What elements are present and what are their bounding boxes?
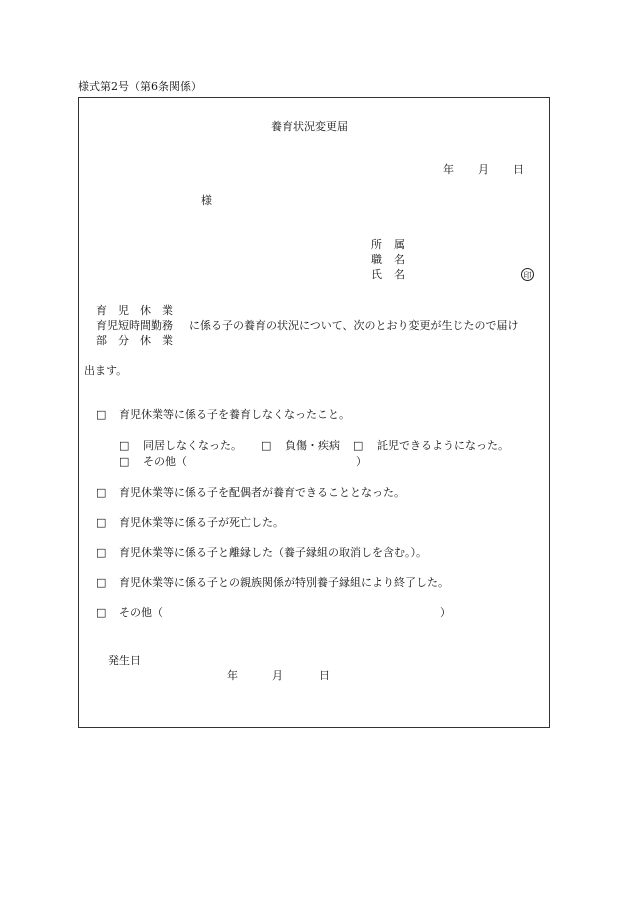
- occurrence-label: 発生日: [108, 654, 141, 667]
- leave-type-childcare: 育 児 休 業: [96, 304, 173, 317]
- checkbox-sub4[interactable]: □: [119, 455, 130, 468]
- sub4-label: その他（: [143, 455, 187, 468]
- opt5-label: 育児休業等に係る子との親族関係が特別養子縁組により終了した。: [119, 576, 449, 589]
- statement-main: に係る子の養育の状況について、次のとおり変更が生じたので届け: [189, 319, 519, 332]
- sub2-label: 負傷・疾病: [285, 439, 340, 452]
- affiliation-label-1: 所: [371, 238, 382, 251]
- sub3-label: 託児できるようになった。: [377, 439, 509, 452]
- opt2-label: 育児休業等に係る子を配偶者が養育できることとなった。: [119, 486, 405, 499]
- checkbox-opt1[interactable]: □: [96, 408, 107, 421]
- checkbox-opt2[interactable]: □: [96, 486, 107, 499]
- checkbox-sub3[interactable]: □: [353, 439, 364, 452]
- checkbox-opt4[interactable]: □: [96, 546, 107, 559]
- opt4-label: 育児休業等に係る子と離縁した（養子縁組の取消しを含む。）。: [119, 546, 427, 559]
- statement-end: 出ます。: [84, 364, 128, 377]
- date-month: 月: [478, 163, 489, 176]
- date-day: 日: [513, 163, 524, 176]
- occurrence-year: 年: [227, 669, 238, 682]
- checkbox-sub1[interactable]: □: [119, 439, 130, 452]
- opt3-label: 育児休業等に係る子が死亡した。: [119, 516, 284, 529]
- checkbox-opt5[interactable]: □: [96, 576, 107, 589]
- opt6-label: その他（: [119, 606, 163, 619]
- leave-type-partial: 部 分 休 業: [96, 334, 173, 347]
- sub1-label: 同居しなくなった。: [143, 439, 242, 452]
- sub4-close: ）: [356, 455, 367, 468]
- form-title: 養育状況変更届: [271, 120, 348, 133]
- seal-mark: 印: [521, 268, 534, 281]
- addressee-suffix: 様: [201, 194, 212, 207]
- name-label-2: 名: [394, 268, 405, 281]
- position-label-1: 職: [371, 253, 382, 266]
- name-label-1: 氏: [371, 268, 382, 281]
- occurrence-day: 日: [319, 669, 330, 682]
- opt1-label: 育児休業等に係る子を養育しなくなったこと。: [119, 408, 350, 421]
- leave-type-short-hours: 育児短時間勤務: [96, 319, 173, 332]
- occurrence-month: 月: [272, 669, 283, 682]
- affiliation-label-2: 属: [394, 238, 405, 251]
- opt6-close: ）: [440, 606, 451, 619]
- form-code: 様式第2号（第6条関係）: [78, 80, 202, 93]
- position-label-2: 名: [394, 253, 405, 266]
- checkbox-opt3[interactable]: □: [96, 516, 107, 529]
- checkbox-sub2[interactable]: □: [261, 439, 272, 452]
- checkbox-opt6[interactable]: □: [96, 606, 107, 619]
- date-year: 年: [443, 163, 454, 176]
